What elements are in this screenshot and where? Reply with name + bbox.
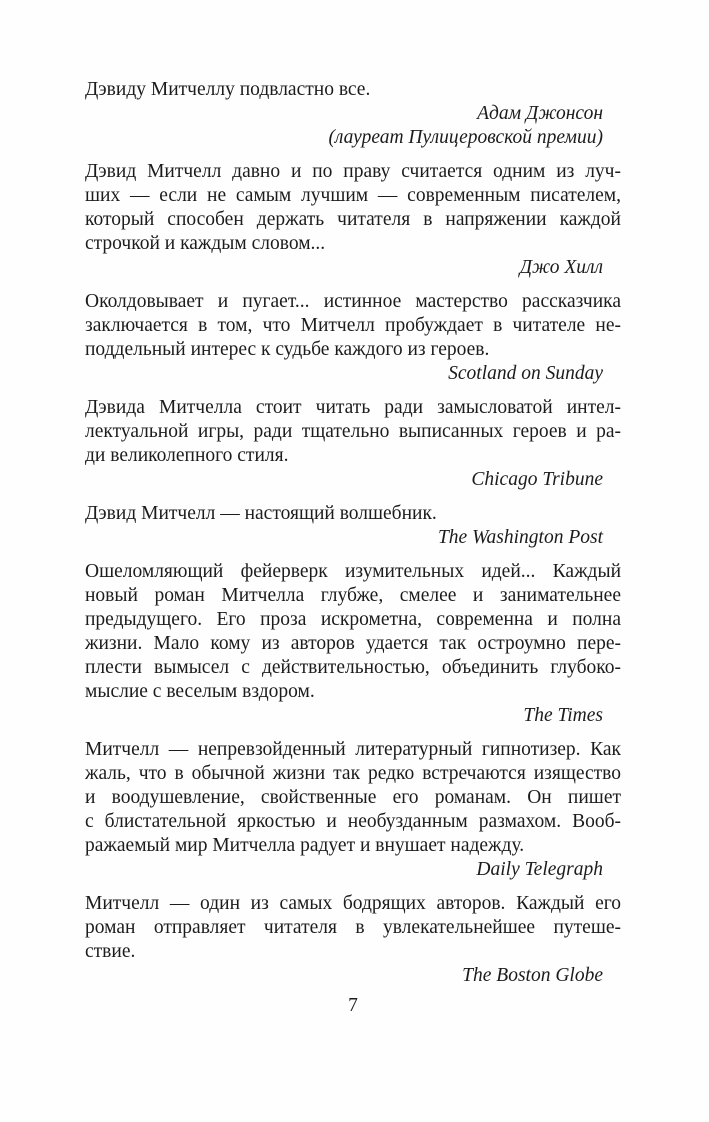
quote-block	[85, 78, 621, 150]
quote-attribution: Адам Джонсон	[477, 103, 603, 124]
quote-line: предыдущего. Его проза искрометна, современна и полна	[85, 609, 621, 630]
quote-attribution: Scotland on Sunday	[448, 363, 603, 384]
quote-line: Дэвид Митчелл — настоящий волшебник.	[85, 503, 437, 524]
quote-block	[85, 502, 621, 550]
quote-line: Дэвида Митчелла стоит читать ради замысловатой интел-	[85, 397, 621, 418]
quote-line: новый роман Митчелла глубже, смелее и занимательнее	[85, 585, 621, 606]
quote-line: Ошеломляющий фейерверк изумительных идей... Каждый	[85, 561, 621, 582]
quotes-block	[85, 78, 621, 998]
quote-block	[85, 892, 621, 988]
quote-line: с блистательной яркостью и необузданным размахом. Вооб-	[85, 811, 621, 832]
quote-line: и воодушевление, свойственные его романам. Он пишет	[85, 787, 621, 808]
quote-block	[85, 160, 621, 280]
quote-line: мыслие с веселым вздором.	[85, 681, 315, 702]
quote-line: поддельный интерес к судьбе каждого из героев.	[85, 339, 490, 360]
quote-attribution: The Boston Globe	[462, 965, 603, 986]
quote-line: Митчелл — непревзойденный литературный гипнотизер. Как	[85, 739, 621, 760]
quote-line: заключается в том, что Митчелл пробуждает в читателе не-	[85, 315, 621, 336]
quote-line: жаль, что в обычной жизни так редко встречаются изящество	[85, 763, 621, 784]
quote-line: строчкой и каждым словом...	[85, 233, 326, 254]
quote-attribution: Chicago Tribune	[471, 469, 603, 490]
quote-block	[85, 560, 621, 728]
quote-line: роман отправляет читателя в увлекательнейшее путеше-	[85, 917, 621, 938]
quote-line: жизни. Мало кому из авторов удается так остроумно пере-	[85, 633, 621, 654]
quote-line: ражаемый мир Митчелла радует и внушает надежду.	[85, 835, 525, 856]
quote-line: Дэвиду Митчеллу подвластно все.	[85, 79, 371, 100]
quote-attribution: Джо Хилл	[519, 257, 603, 278]
quote-line: ди великолепного стиля.	[85, 445, 289, 466]
quote-line: плести вымысел с действительностью, объединить глубоко-	[85, 657, 621, 678]
quote-attribution: The Times	[523, 705, 603, 726]
quote-block	[85, 396, 621, 492]
quote-line: ших — если не самым лучшим — современным писателем,	[85, 185, 621, 206]
quote-attribution: The Washington Post	[437, 527, 603, 548]
quote-attribution: (лауреат Пулицеровской премии)	[328, 127, 603, 148]
quote-line: который способен держать читателя в напряжении каждой	[85, 209, 621, 230]
quote-attribution: Daily Telegraph	[476, 859, 603, 880]
page-number: 7	[348, 995, 358, 1016]
quote-line: лектуальной игры, ради тщательно выписанных героев и ра-	[85, 421, 621, 442]
quote-line: Околдовывает и пугает... истинное мастерство рассказчика	[85, 291, 621, 312]
quote-line: Митчелл — один из самых бодрящих авторов. Каждый его	[85, 893, 621, 914]
quote-line: Дэвид Митчелл давно и по праву считается одним из луч-	[85, 161, 621, 182]
quote-block	[85, 738, 621, 882]
quote-line: ствие.	[85, 941, 136, 962]
quote-block	[85, 290, 621, 386]
